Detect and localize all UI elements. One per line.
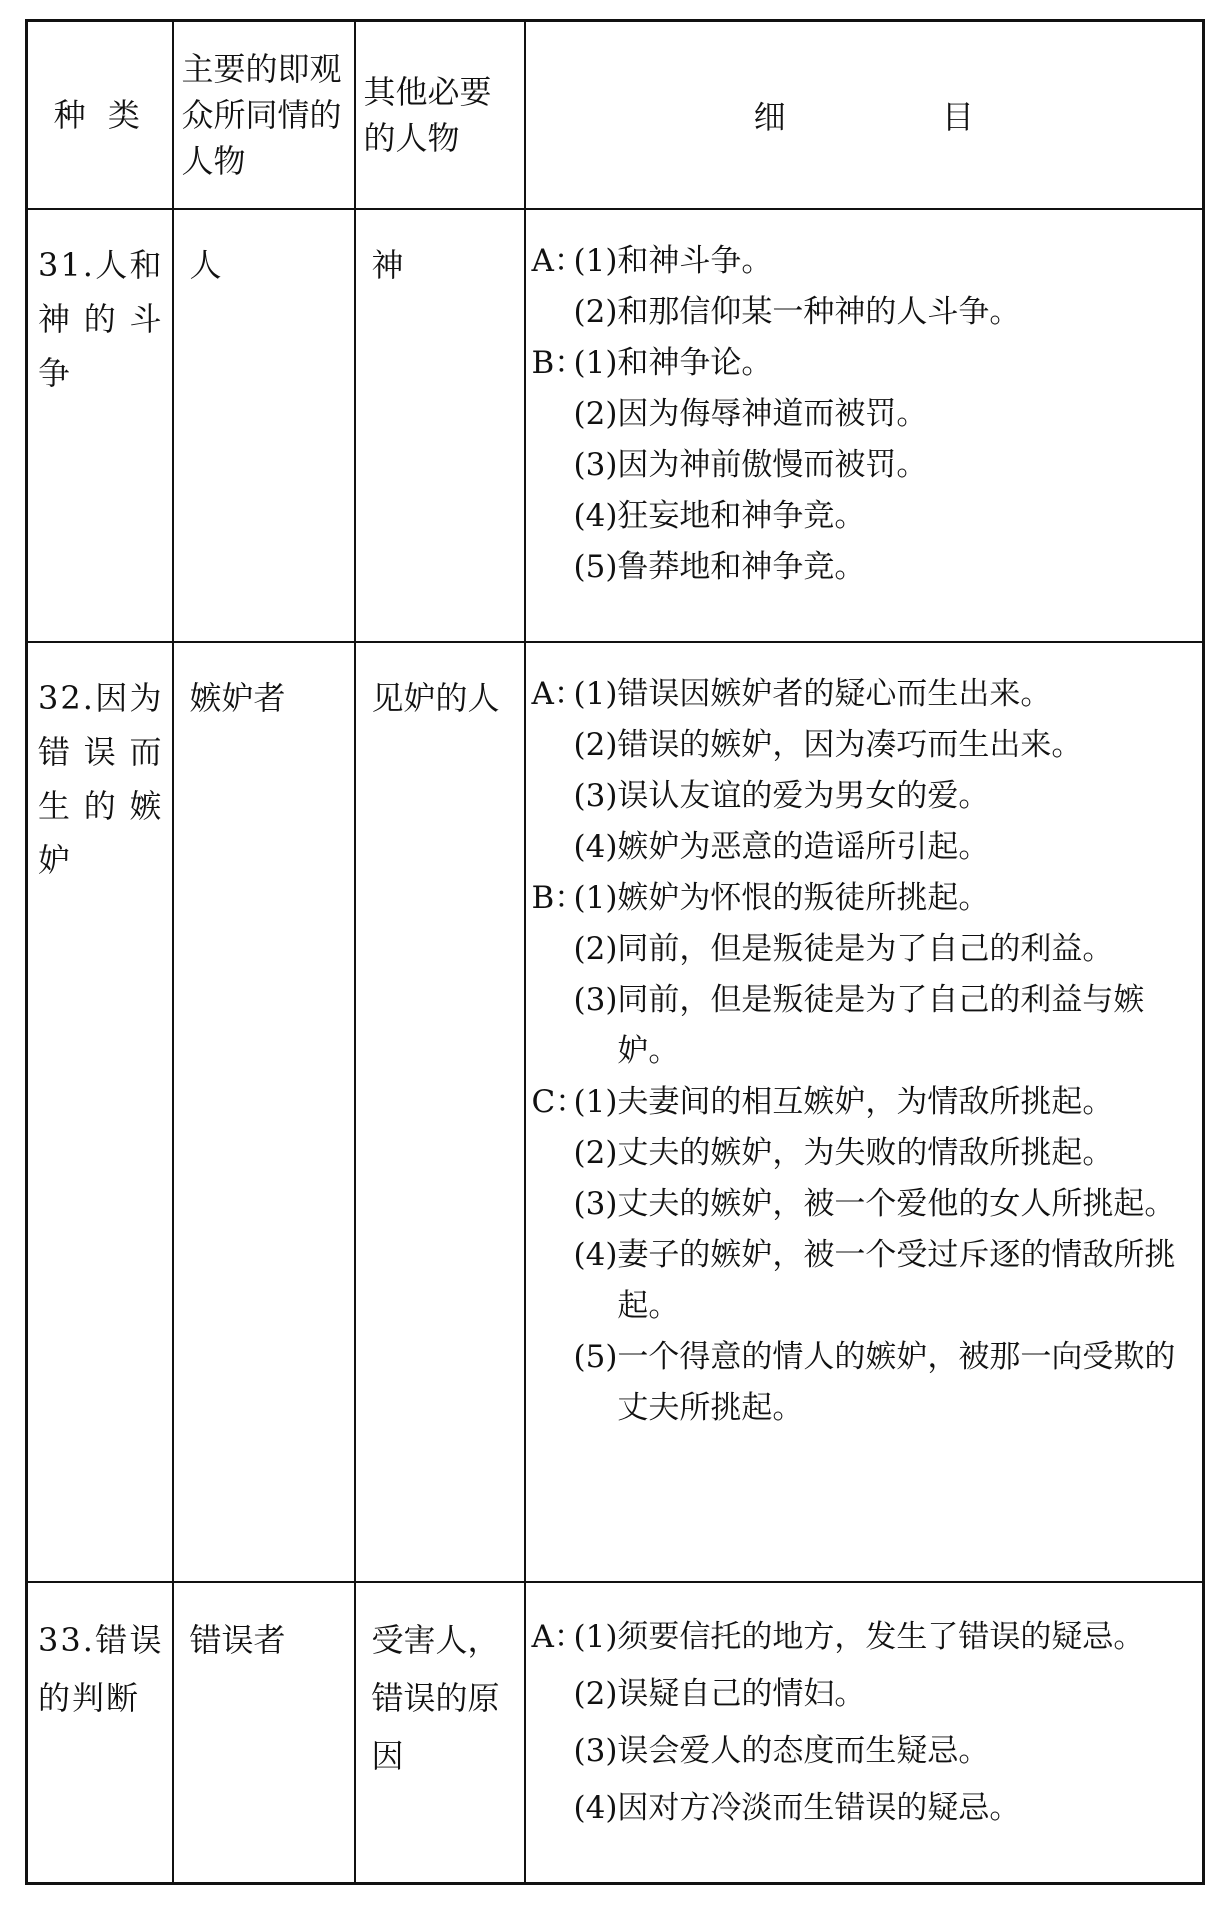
header-other-characters: 其他必要的人物 (355, 21, 525, 209)
detail-group (532, 1609, 1197, 1837)
item-text: 和神争论。 (617, 344, 773, 381)
row-other-characters: 受害人，错误的原因 (371, 1620, 500, 1775)
item-text: 同前，但是叛徒是为了自己的利益。 (617, 930, 1114, 967)
detail-group (532, 669, 1197, 873)
item-number: (5) (573, 1338, 618, 1375)
group-label: B： (531, 879, 586, 916)
item-text: 错误的嫉妒，因为凑巧而生出来。 (617, 726, 1083, 763)
header-row (27, 21, 1204, 209)
item-number: (2) (573, 1134, 618, 1171)
header-details-a: 细 (753, 97, 786, 136)
group-label: C： (531, 1083, 587, 1120)
group-label: A： (531, 675, 585, 712)
group-label: A： (531, 1618, 585, 1655)
item-number: (2) (573, 395, 618, 432)
list-item (574, 1780, 1197, 1837)
detail-group (532, 236, 1197, 338)
item-text: 须要信托的地方，发生了错误的疑忌。 (617, 1618, 1145, 1655)
item-number: (3) (573, 446, 618, 483)
list-item (574, 542, 1197, 593)
list-item (574, 338, 1197, 389)
list-item (574, 1179, 1197, 1230)
table-row (27, 209, 1204, 642)
header-main-character: 主要的即观众所同情的人物 (173, 21, 355, 209)
list-item (574, 236, 1197, 287)
table-row (27, 1582, 1204, 1884)
item-number: (2) (573, 930, 618, 967)
item-number: (1) (573, 1618, 618, 1655)
row-main-character: 嫉妒者 (189, 678, 286, 717)
list-item (574, 1723, 1197, 1780)
item-text: 错误因嫉妒者的疑心而生出来。 (617, 675, 1052, 712)
item-number: (1) (573, 675, 618, 712)
list-item (574, 1230, 1197, 1332)
classification-table (25, 19, 1205, 1885)
item-text: 误会爱人的态度而生疑忌。 (617, 1732, 990, 1769)
list-item (574, 924, 1197, 975)
list-item (574, 1609, 1197, 1666)
list-item (574, 1128, 1197, 1179)
item-number: (4) (573, 497, 618, 534)
item-text: 鲁莽地和神争竞。 (617, 548, 866, 585)
item-number: (3) (573, 1732, 618, 1769)
item-number: (4) (573, 1236, 618, 1273)
list-item (574, 1666, 1197, 1723)
item-text: 丈夫的嫉妒，为失败的情敌所挑起。 (617, 1134, 1114, 1171)
item-number: (4) (573, 1789, 618, 1826)
row-details (526, 210, 1203, 593)
item-number: (3) (573, 777, 618, 814)
item-number: (1) (573, 242, 618, 279)
item-text: 狂妄地和神争竞。 (617, 497, 866, 534)
list-item (574, 975, 1197, 1077)
item-number: (2) (573, 293, 618, 330)
row-main-character: 人 (189, 245, 222, 284)
row-other-characters: 见妒的人 (371, 678, 500, 717)
item-text: 同前，但是叛徒是为了自己的利益与嫉妒。 (617, 981, 1145, 1069)
group-label: A： (531, 242, 585, 279)
item-text: 妻子的嫉妒，被一个受过斥逐的情敌所挑起。 (617, 1236, 1176, 1324)
item-text: 和神斗争。 (617, 242, 773, 279)
row-other-characters: 神 (371, 245, 404, 284)
list-item (574, 287, 1197, 338)
item-text: 嫉妒为恶意的造谣所引起。 (617, 828, 990, 865)
row-category: 33.错误的判断 (38, 1620, 164, 1717)
item-number: (4) (573, 828, 618, 865)
item-number: (5) (573, 548, 618, 585)
detail-group (532, 1077, 1197, 1434)
list-item (574, 720, 1197, 771)
detail-group (532, 873, 1197, 1077)
item-text: 因为神前傲慢而被罚。 (617, 446, 928, 483)
item-text: 和那信仰某一种神的人斗争。 (617, 293, 1021, 330)
row-main-character: 错误者 (189, 1620, 286, 1659)
item-text: 误认友谊的爱为男女的爱。 (617, 777, 990, 814)
list-item (574, 771, 1197, 822)
list-item (574, 822, 1197, 873)
item-number: (1) (573, 879, 618, 916)
list-item (574, 1332, 1197, 1434)
item-text: 一个得意的情人的嫉妒，被那一向受欺的丈夫所挑起。 (617, 1338, 1176, 1426)
item-text: 因为侮辱神道而被罚。 (617, 395, 928, 432)
item-text: 因对方冷淡而生错误的疑忌。 (617, 1789, 1021, 1826)
table-row (27, 642, 1204, 1582)
list-item (574, 669, 1197, 720)
item-number: (1) (573, 344, 618, 381)
header-details-b: 目 (941, 97, 974, 136)
item-text: 丈夫的嫉妒，被一个爱他的女人所挑起。 (617, 1185, 1176, 1222)
header-category: 种 类 (27, 21, 173, 209)
item-text: 嫉妒为怀恨的叛徒所挑起。 (617, 879, 990, 916)
row-category: 31.人和神的斗争 (38, 245, 164, 392)
item-number: (3) (573, 981, 618, 1018)
list-item (574, 1077, 1197, 1128)
item-number: (1) (573, 1083, 618, 1120)
item-text: 误疑自己的情妇。 (617, 1675, 866, 1712)
list-item (574, 873, 1197, 924)
row-category: 32.因为错误而生的嫉妒 (38, 678, 164, 879)
item-number: (3) (573, 1185, 618, 1222)
detail-group (532, 338, 1197, 593)
list-item (574, 491, 1197, 542)
item-text: 夫妻间的相互嫉妒，为情敌所挑起。 (617, 1083, 1114, 1120)
list-item (574, 389, 1197, 440)
item-number: (2) (573, 1675, 618, 1712)
header-details (525, 21, 1204, 209)
row-details (526, 1583, 1203, 1837)
item-number: (2) (573, 726, 618, 763)
group-label: B： (531, 344, 586, 381)
row-details (526, 643, 1203, 1434)
list-item (574, 440, 1197, 491)
